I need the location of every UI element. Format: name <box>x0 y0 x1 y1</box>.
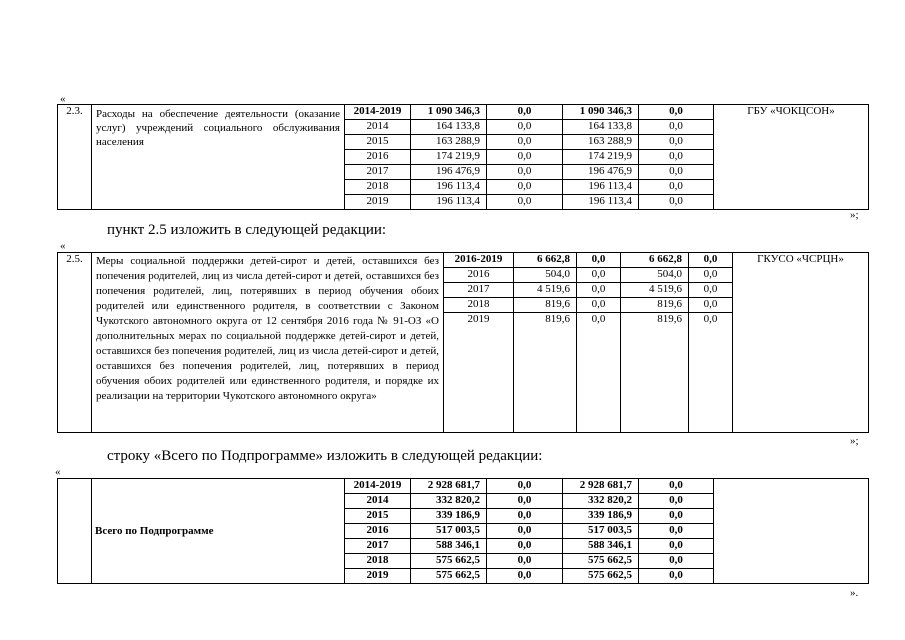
other-sources-cell: 0,0 <box>689 298 733 313</box>
other-sources-cell: 0,0 <box>639 120 714 135</box>
okrug-budget-cell: 517 003,5 <box>563 524 639 539</box>
okrug-budget-cell: 575 662,5 <box>563 569 639 584</box>
federal-budget-cell: 0,0 <box>487 120 563 135</box>
other-sources-cell: 0,0 <box>639 195 714 210</box>
other-sources-cell: 0,0 <box>639 554 714 569</box>
okrug-budget-cell: 575 662,5 <box>563 554 639 569</box>
year-cell: 2017 <box>345 165 411 180</box>
table-total <box>57 478 869 584</box>
total-cell: 164 133,8 <box>411 120 487 135</box>
row-number: 2.3. <box>58 105 92 210</box>
year-cell: 2019 <box>345 569 411 584</box>
federal-budget-cell: 0,0 <box>487 105 563 120</box>
total-cell: 575 662,5 <box>411 554 487 569</box>
total-cell: 517 003,5 <box>411 524 487 539</box>
federal-budget-cell: 0,0 <box>487 569 563 584</box>
federal-budget-cell: 0,0 <box>577 313 621 433</box>
total-cell: 575 662,5 <box>411 569 487 584</box>
year-cell: 2014-2019 <box>345 105 411 120</box>
okrug-budget-cell: 332 820,2 <box>563 494 639 509</box>
quote-open-2: « <box>60 240 66 252</box>
row-number <box>58 479 92 584</box>
quote-close-1: »; <box>850 209 859 221</box>
year-cell: 2015 <box>345 135 411 150</box>
year-cell: 2014 <box>345 494 411 509</box>
federal-budget-cell: 0,0 <box>577 298 621 313</box>
other-sources-cell: 0,0 <box>689 313 733 433</box>
other-sources-cell: 0,0 <box>639 180 714 195</box>
total-cell: 504,0 <box>514 268 577 283</box>
year-cell: 2016 <box>444 268 514 283</box>
row-description: Меры социальной поддержки детей-сирот и детей, оставшихся без попечения родителей, лиц из числа детей-сирот и детей, оставшихся без попечения родителей, лиц, потерявших в период обучения обоих родителей или единственного родителя, в соответствии с Законом Чукотского автономного округа от 12 сентября 2016 года № 91-ОЗ «О дополнительных мерах по социальной поддержке детей-сирот и детей, оставшихся без попечения родителей, лиц из числа детей-сирот и детей, оставшихся без попечения родителей, лиц, потерявших в период обучения обоих родителей или единственного родителя, и порядке их реализации на территории Чукотского автономного округа» <box>92 253 444 433</box>
okrug-budget-cell: 4 519,6 <box>621 283 689 298</box>
okrug-budget-cell: 504,0 <box>621 268 689 283</box>
year-cell: 2017 <box>444 283 514 298</box>
other-sources-cell: 0,0 <box>689 268 733 283</box>
okrug-budget-cell: 819,6 <box>621 313 689 433</box>
federal-budget-cell: 0,0 <box>487 554 563 569</box>
responsible-cell: ГБУ «ЧОКЦСОН» <box>714 105 869 210</box>
year-cell: 2019 <box>345 195 411 210</box>
other-sources-cell: 0,0 <box>689 253 733 268</box>
federal-budget-cell: 0,0 <box>577 253 621 268</box>
total-cell: 174 219,9 <box>411 150 487 165</box>
okrug-budget-cell: 1 090 346,3 <box>563 105 639 120</box>
other-sources-cell: 0,0 <box>639 524 714 539</box>
other-sources-cell: 0,0 <box>639 569 714 584</box>
okrug-budget-cell: 196 113,4 <box>563 195 639 210</box>
total-cell: 819,6 <box>514 298 577 313</box>
okrug-budget-cell: 819,6 <box>621 298 689 313</box>
federal-budget-cell: 0,0 <box>487 479 563 494</box>
total-cell: 332 820,2 <box>411 494 487 509</box>
year-cell: 2014-2019 <box>345 479 411 494</box>
okrug-budget-cell: 196 113,4 <box>563 180 639 195</box>
federal-budget-cell: 0,0 <box>487 539 563 554</box>
other-sources-cell: 0,0 <box>639 165 714 180</box>
total-cell: 588 346,1 <box>411 539 487 554</box>
okrug-budget-cell: 2 928 681,7 <box>563 479 639 494</box>
year-cell: 2016-2019 <box>444 253 514 268</box>
total-cell: 1 090 346,3 <box>411 105 487 120</box>
total-cell: 196 113,4 <box>411 195 487 210</box>
total-cell: 2 928 681,7 <box>411 479 487 494</box>
year-cell: 2017 <box>345 539 411 554</box>
quote-open-1: « <box>60 93 66 105</box>
year-cell: 2015 <box>345 509 411 524</box>
okrug-budget-cell: 196 476,9 <box>563 165 639 180</box>
other-sources-cell: 0,0 <box>639 494 714 509</box>
instruction-paragraph-1: пункт 2.5 изложить в следующей редакции: <box>107 222 387 238</box>
federal-budget-cell: 0,0 <box>487 509 563 524</box>
responsible-cell <box>714 479 869 584</box>
federal-budget-cell: 0,0 <box>487 494 563 509</box>
quote-close-3: ». <box>850 587 859 599</box>
instruction-paragraph-2: строку «Всего по Подпрограмме» изложить в следующей редакции: <box>107 448 543 464</box>
total-cell: 4 519,6 <box>514 283 577 298</box>
federal-budget-cell: 0,0 <box>577 283 621 298</box>
federal-budget-cell: 0,0 <box>487 150 563 165</box>
federal-budget-cell: 0,0 <box>487 135 563 150</box>
other-sources-cell: 0,0 <box>639 509 714 524</box>
quote-open-3: « <box>55 466 61 478</box>
other-sources-cell: 0,0 <box>639 105 714 120</box>
row-label: Всего по Подпрограмме <box>92 479 345 584</box>
year-cell: 2018 <box>345 554 411 569</box>
year-cell: 2018 <box>444 298 514 313</box>
okrug-budget-cell: 164 133,8 <box>563 120 639 135</box>
total-cell: 339 186,9 <box>411 509 487 524</box>
table-row <box>58 479 869 494</box>
federal-budget-cell: 0,0 <box>577 268 621 283</box>
table-row <box>58 105 869 120</box>
federal-budget-cell: 0,0 <box>487 195 563 210</box>
year-cell: 2016 <box>345 524 411 539</box>
okrug-budget-cell: 6 662,8 <box>621 253 689 268</box>
total-cell: 819,6 <box>514 313 577 433</box>
table-item-2-5 <box>57 252 869 433</box>
other-sources-cell: 0,0 <box>639 135 714 150</box>
total-cell: 196 113,4 <box>411 180 487 195</box>
responsible-cell: ГКУСО «ЧСРЦН» <box>733 253 869 433</box>
year-cell: 2019 <box>444 313 514 433</box>
federal-budget-cell: 0,0 <box>487 524 563 539</box>
other-sources-cell: 0,0 <box>639 150 714 165</box>
okrug-budget-cell: 174 219,9 <box>563 150 639 165</box>
okrug-budget-cell: 163 288,9 <box>563 135 639 150</box>
table-row <box>58 253 869 268</box>
total-cell: 196 476,9 <box>411 165 487 180</box>
other-sources-cell: 0,0 <box>689 283 733 298</box>
year-cell: 2014 <box>345 120 411 135</box>
year-cell: 2018 <box>345 180 411 195</box>
okrug-budget-cell: 339 186,9 <box>563 509 639 524</box>
okrug-budget-cell: 588 346,1 <box>563 539 639 554</box>
total-cell: 6 662,8 <box>514 253 577 268</box>
other-sources-cell: 0,0 <box>639 479 714 494</box>
quote-close-2: »; <box>850 435 859 447</box>
federal-budget-cell: 0,0 <box>487 180 563 195</box>
row-number: 2.5. <box>58 253 92 433</box>
row-description: Расходы на обеспечение деятельности (оказание услуг) учреждений социального обслуживания населения <box>92 105 345 210</box>
year-cell: 2016 <box>345 150 411 165</box>
other-sources-cell: 0,0 <box>639 539 714 554</box>
table-item-2-3 <box>57 104 869 210</box>
total-cell: 163 288,9 <box>411 135 487 150</box>
federal-budget-cell: 0,0 <box>487 165 563 180</box>
